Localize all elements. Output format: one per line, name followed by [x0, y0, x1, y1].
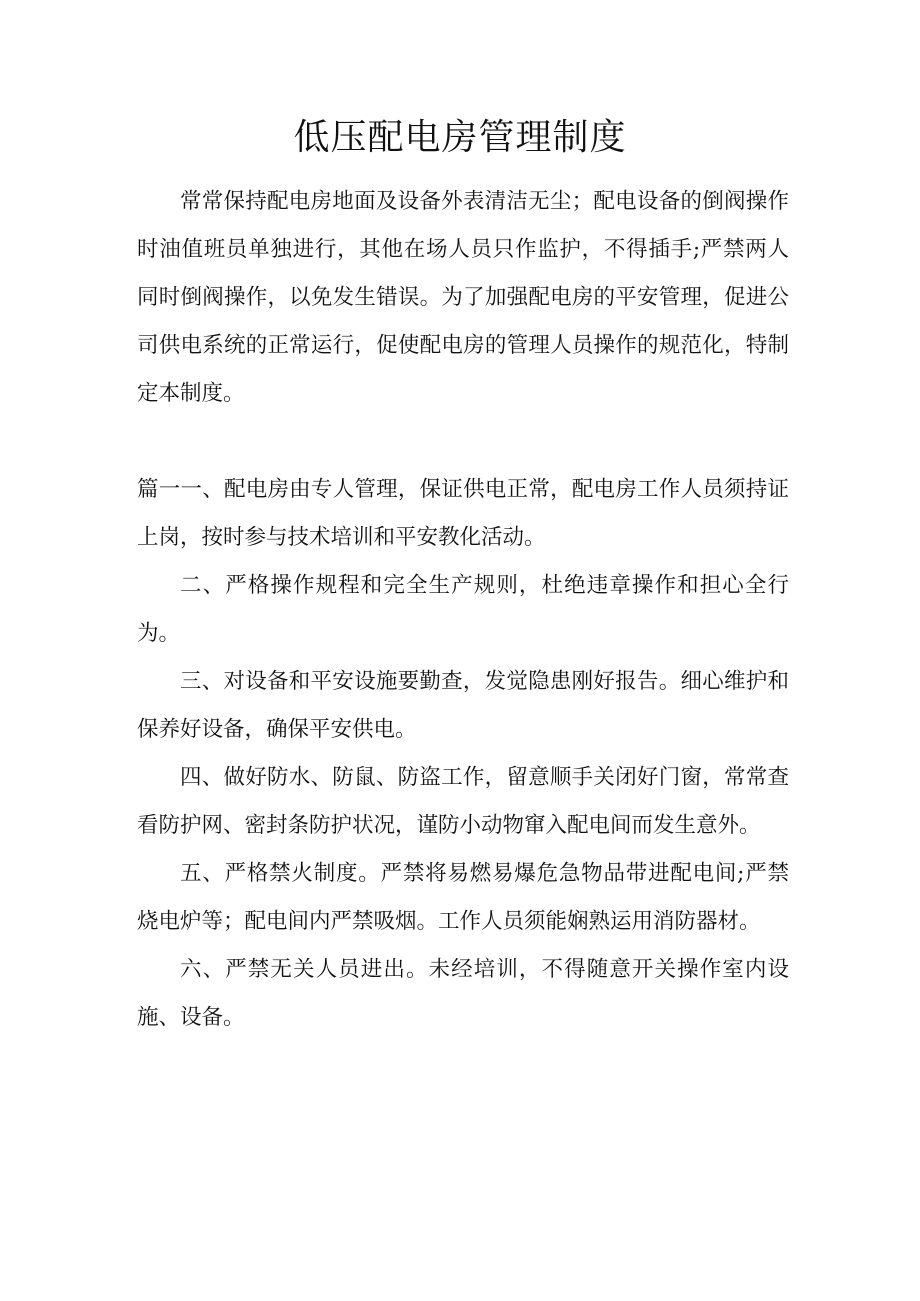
rule-item-5: 五、严格禁火制度。严禁将易燃易爆危急物品带进配电间;严禁烧电炉等；配电间内严禁吸烟。工作人员须能娴熟运用消防器材。: [137, 861, 789, 934]
intro-paragraph: 常常保持配电房地面及设备外表清洁无尘；配电设备的倒阀操作时油值班员单独进行，其他在场人员只作监护，不得插手;严禁两人同时倒阀操作，以免发生错误。为了加强配电房的平安管理，促进公司供电系统的正常运行，促使配电房的管理人员操作的规范化，特制定本制度。: [137, 189, 789, 406]
document-body: [137, 178, 789, 1042]
document-title: 低压配电房管理制度: [293, 117, 627, 158]
rule-item-4: 四、做好防水、防鼠、防盗工作，留意顺手关闭好门窗，常常查看防护网、密封条防护状况，谨防小动物窜入配电间而发生意外。: [137, 765, 789, 838]
rule-item-2: 二、严格操作规程和完全生产规则，杜绝违章操作和担心全行为。: [137, 573, 789, 646]
rule-item-6: 六、严禁无关人员进出。未经培训，不得随意开关操作室内设施、设备。: [137, 957, 789, 1030]
rule-item-1: 篇一一、配电房由专人管理，保证供电正常，配电房工作人员须持证上岗，按时参与技术培训和平安教化活动。: [137, 477, 789, 550]
rule-item-3: 三、对设备和平安设施要勤查，发觉隐患刚好报告。细心维护和保养好设备，确保平安供电。: [137, 669, 789, 742]
